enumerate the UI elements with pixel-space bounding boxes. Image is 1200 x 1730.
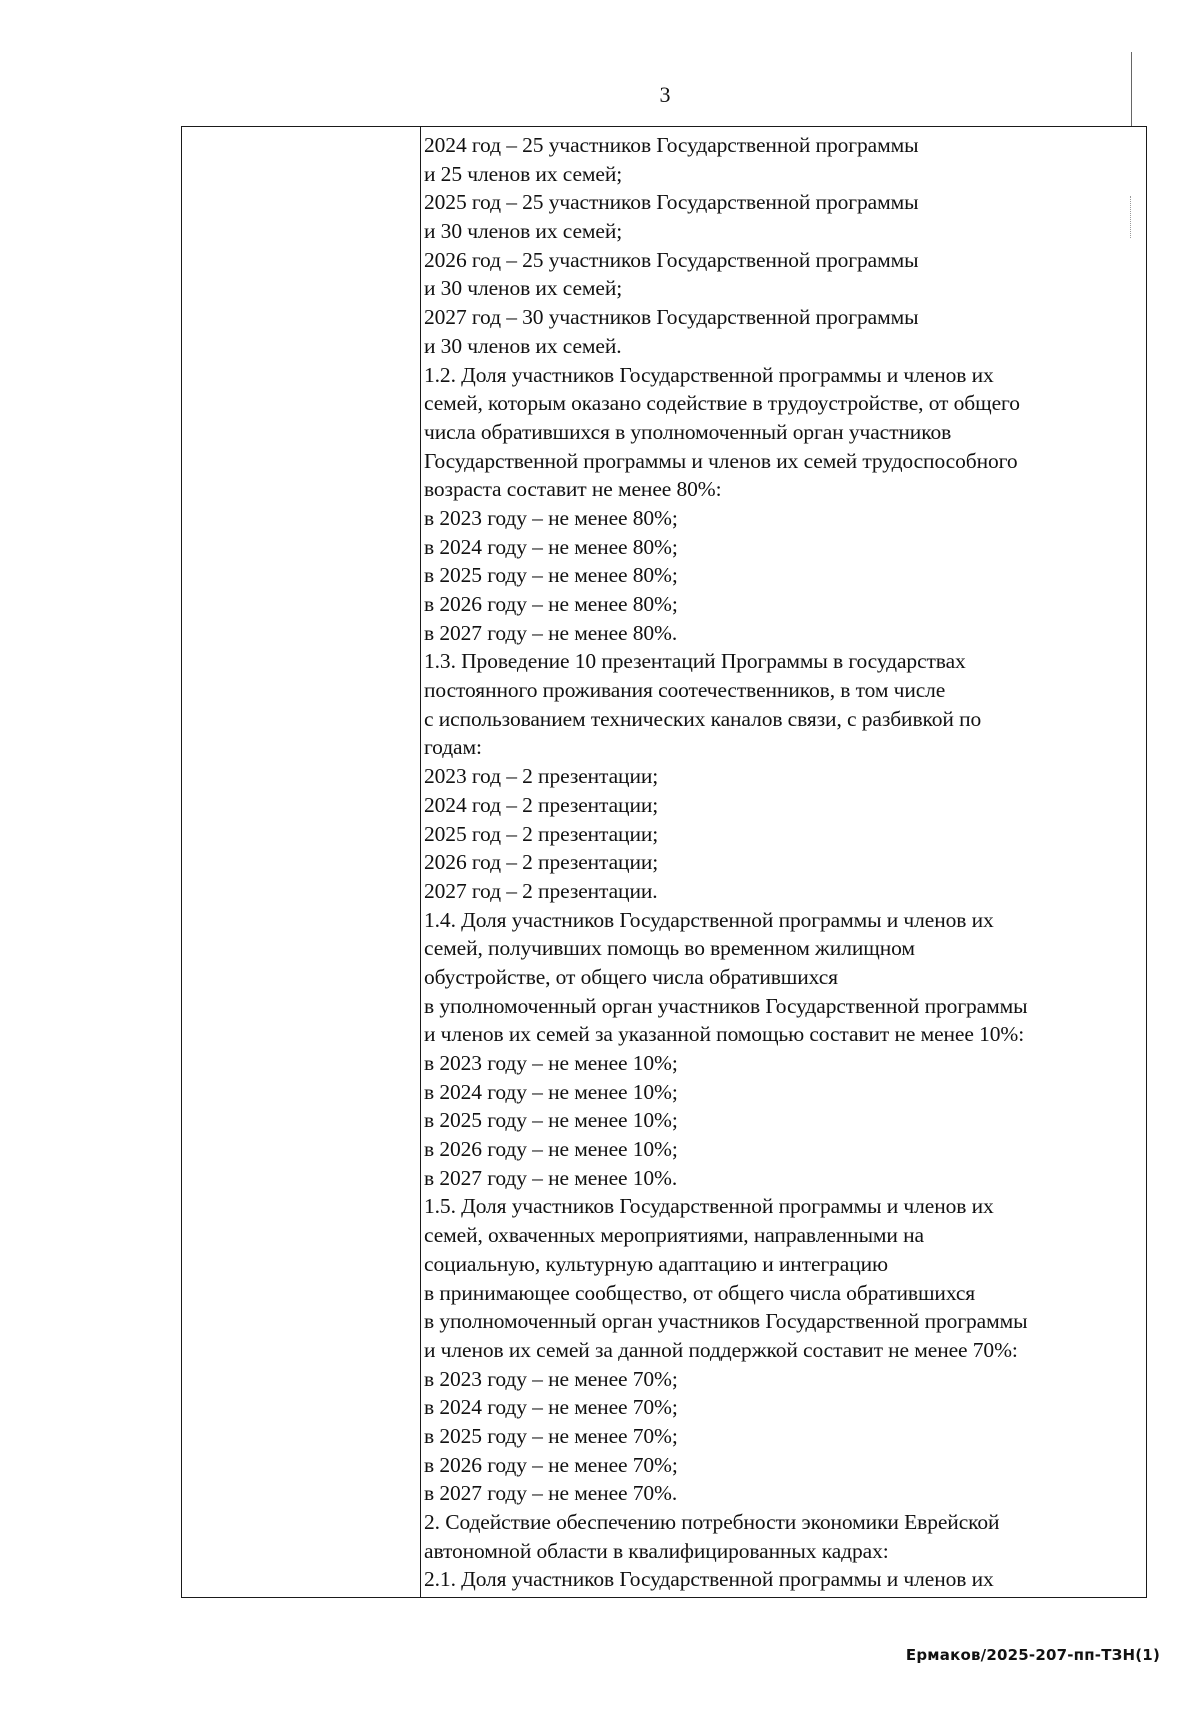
text-line: постоянного проживания соотечественников, в том числе (424, 678, 946, 703)
text-line: 2027 год – 30 участников Государственной программы (424, 305, 919, 330)
text-line: семей, охваченных мероприятиями, направленными на (424, 1223, 924, 1248)
text-line: 1.5. Доля участников Государственной программы и членов их (424, 1194, 994, 1219)
text-line: 2024 год – 2 презентации; (424, 792, 659, 817)
document-footer-code: Ермаков/2025-207-пп-ТЗН(1) (905, 1646, 1160, 1664)
scan-edge-line (1131, 52, 1132, 126)
text-line: и 30 членов их семей. (424, 333, 622, 358)
text-line: 1.4. Доля участников Государственной программы и членов их (424, 907, 994, 932)
text-line: в 2026 году – не менее 80%; (424, 592, 678, 616)
text-line: годам: (424, 735, 482, 760)
text-line: и 25 членов их семей; (424, 161, 623, 186)
text-line: и 30 членов их семей; (424, 219, 623, 244)
text-line: и 30 членов их семей; (424, 276, 623, 301)
page-number: 3 (659, 82, 671, 107)
text-line: возраста составит не менее 80%: (424, 477, 722, 502)
text-line: в 2025 году – не менее 80%; (424, 563, 678, 588)
document-table (181, 126, 1147, 1598)
text-line: в принимающее сообщество, от общего числа обратившихся (424, 1280, 976, 1305)
text-line: семей, получивших помощь во временном жилищном (424, 936, 915, 961)
text-line: в уполномоченный орган участников Государственной программы (424, 993, 1028, 1018)
text-line: в 2027 году – не менее 10%. (424, 1165, 678, 1190)
text-line: в 2024 году – не менее 80%; (424, 534, 678, 559)
text-line: в 2023 году – не менее 10%; (424, 1051, 678, 1075)
text-line: Государственной программы и членов их семей трудоспособного (424, 448, 1018, 473)
text-line: в 2026 году – не менее 70%; (424, 1452, 678, 1477)
text-line: 2026 год – 25 участников Государственной программы (424, 247, 919, 272)
text-line: в 2026 году – не менее 10%; (424, 1137, 678, 1162)
text-line: с использованием технических каналов связи, с разбивкой по (424, 706, 982, 731)
table-left-cell (182, 127, 421, 1597)
text-line: 2. Содействие обеспечению потребности экономики Еврейской (424, 1510, 1000, 1534)
text-line: в 2024 году – не менее 10%; (424, 1079, 678, 1104)
text-line: 2023 год – 2 презентации; (424, 764, 659, 789)
text-line: в 2027 году – не менее 80%. (424, 620, 678, 645)
text-line: в 2023 году – не менее 70%; (424, 1366, 678, 1391)
text-line: и членов их семей за данной поддержкой составит не менее 70%: (424, 1337, 1018, 1362)
text-line: 2027 год – 2 презентации. (424, 878, 658, 903)
text-line: 2025 год – 25 участников Государственной программы (424, 190, 919, 215)
text-line: в 2023 году – не менее 80%; (424, 505, 678, 530)
text-line: в 2027 году – не менее 70%. (424, 1481, 678, 1506)
text-line: в уполномоченный орган участников Государственной программы (424, 1309, 1028, 1334)
text-line: автономной области в квалифицированных кадрах: (424, 1538, 889, 1563)
text-line: 1.2. Доля участников Государственной программы и членов их (424, 362, 994, 387)
text-line: 2.1. Доля участников Государственной программы и членов их (424, 1567, 994, 1592)
text-line: 2024 год – 25 участников Государственной программы (424, 133, 919, 157)
text-line: обустройстве, от общего числа обратившихся (424, 964, 838, 989)
text-line: социальную, культурную адаптацию и интеграцию (424, 1251, 889, 1276)
text-line: в 2024 году – не менее 70%; (424, 1395, 678, 1420)
text-line: семей, которым оказано содействие в трудоустройстве, от общего (424, 391, 1020, 416)
text-line: 1.3. Проведение 10 презентаций Программы в государствах (424, 649, 966, 674)
text-line: в 2025 году – не менее 10%; (424, 1108, 678, 1133)
text-line: 2026 год – 2 презентации; (424, 850, 659, 875)
text-line: и членов их семей за указанной помощью составит не менее 10%: (424, 1022, 1025, 1047)
text-line: в 2025 году – не менее 70%; (424, 1423, 678, 1448)
table-right-cell (424, 131, 1139, 1594)
text-line: 2025 год – 2 презентации; (424, 821, 659, 846)
text-line: числа обратившихся в уполномоченный орган участников (424, 419, 952, 444)
